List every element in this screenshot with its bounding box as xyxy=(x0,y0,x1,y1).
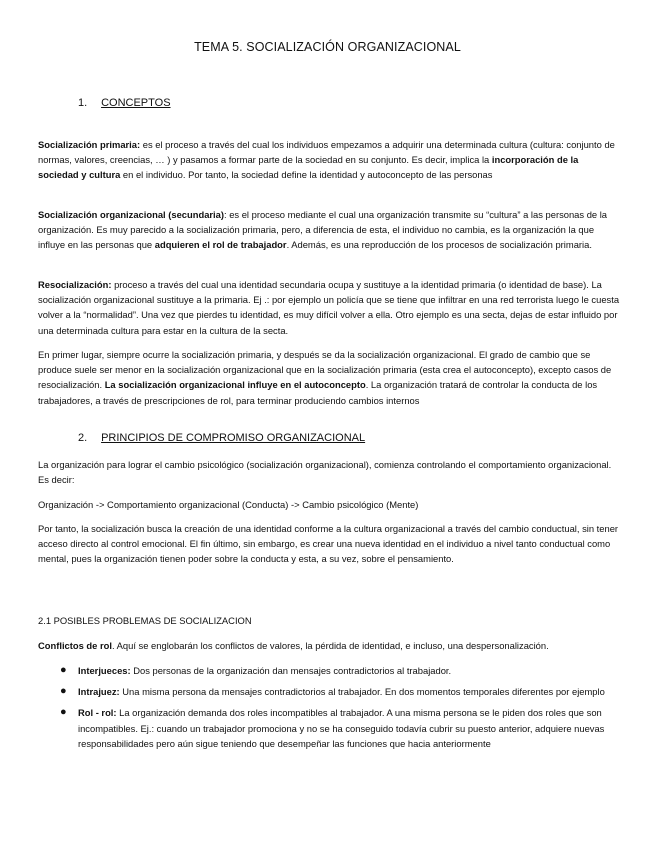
paragraph-socializacion-primaria xyxy=(38,137,620,183)
paragraph-primer-lugar xyxy=(38,347,620,408)
bullet-icon: ● xyxy=(60,685,67,698)
subsection-heading-problemas: 2.1 POSIBLES PROBLEMAS DE SOCIALIZACION xyxy=(38,615,252,626)
text: Dos personas de la organización dan mensajes contradictorios al trabajador. xyxy=(130,665,452,676)
document-title: TEMA 5. SOCIALIZACIÓN ORGANIZACIONAL xyxy=(194,40,461,54)
text: . Además, es una reproducción de los procesos de socialización primaria. xyxy=(286,239,592,251)
section-title: PRINCIPIOS DE COMPROMISO ORGANIZACIONAL xyxy=(101,432,366,444)
term: Rol - rol: xyxy=(78,707,117,719)
text: . La organización tratará de controlar la conducta de los trabajadores, a través de prescripciones de rol, para terminar produciendo cambios internos xyxy=(38,379,598,406)
section-number: 2. xyxy=(78,432,88,444)
term: Conflictos de rol xyxy=(38,640,112,651)
list-item xyxy=(38,705,620,751)
text: proceso a través del cual una identidad secundaria ocupa y sustituye a la identidad primaria (o identidad de base). La socialización organizacional sustituye a la primaria. Ej .: por ejemplo un policía que se tiene que infiltrar en una red terrorista luego le cuesta volver a la “normalidad”. Una vez que pierdes tu identidad, es muy difícil volver a ella. Otro ejemplo es una secta, dejas de estar influido por una determinada cultura para estar en la cultura de la secta. xyxy=(38,279,620,336)
section-title: CONCEPTOS xyxy=(101,97,171,109)
term: Interjueces: xyxy=(78,665,131,676)
term: Resocialización: xyxy=(38,279,112,290)
emphasis: incorporación de la sociedad y cultura xyxy=(38,154,579,181)
section-heading-conceptos xyxy=(78,97,171,109)
section-number: 1. xyxy=(78,97,88,109)
text: La organización demanda dos roles incompatibles al trabajador. A una misma persona se le piden dos roles que son incompatibles. Ej.: cuando un trabajador promociona y no se ha conseguido todavía cubrir su puesto anterior, adquiere nuevas responsabilidades pero aún sigue teniendo que desempeñar las funciones que hacia anteriormente xyxy=(78,707,605,749)
text: En primer lugar, siempre ocurre la socialización primaria, y después se da la socialización organizacional. El grado de cambio que se produce suele ser menor en la socialización organizacional que en la socialización primaria (esta crea el autoconcepto), excepto casos de resocialización. xyxy=(38,349,612,391)
text: en el individuo. Por tanto, la sociedad define la identidad y autoconcepto de las personas xyxy=(120,169,493,181)
paragraph-esquema: Organización -> Comportamiento organizacional (Conducta) -> Cambio psicológico (Mente) xyxy=(38,499,419,510)
emphasis: adquieren el rol de trabajador xyxy=(154,239,287,251)
list-item xyxy=(38,663,620,678)
term: Socialización primaria: xyxy=(38,139,141,150)
emphasis: La socialización organizacional influye en el autoconcepto xyxy=(104,379,366,391)
section-heading-principios xyxy=(78,432,365,444)
paragraph-socializacion-organizacional xyxy=(38,207,620,253)
bullet-icon: ● xyxy=(60,664,67,676)
paragraph-por-tanto: Por tanto, la socialización busca la creación de una identidad conforme a la cultura organizacional a través del cambio conductual, sin tener acceso directo al control emocional. El fin último, sin embargo, es crear una nueva identidad en el individuo a nivel tanto conductual como mental, pues la organización tienen poder sobre la conducta y esta, a su vez, sobre el pensamiento. xyxy=(38,523,619,565)
paragraph-cambio-psicologico: La organización para lograr el cambio psicológico (socialización organizacional), comienza controlando el comportamiento organizacional. Es decir: xyxy=(38,459,612,486)
term: Socialización organizacional xyxy=(38,209,166,220)
list-item xyxy=(38,684,620,699)
term: (secundaria) xyxy=(168,209,224,220)
text: Una misma persona da mensajes contradictorios al trabajador. En dos momentos temporales diferentes por ejemplo xyxy=(119,686,605,698)
bullet-icon: ● xyxy=(60,706,67,719)
text: es el proceso a través del cual los individuos empezamos a adquirir una determinada cultura (cultura: conjunto de normas, valores, creencias, … ) y pasamos a formar parte de la sociedad en su conjunto. Es decir, implica la xyxy=(38,139,615,166)
term: Intrajuez: xyxy=(78,686,120,698)
paragraph-conflictos-rol xyxy=(38,638,620,653)
text: . Aquí se englobarán los conflictos de valores, la pérdida de identidad, e incluso, una despersonalización. xyxy=(111,640,549,651)
text: : es el proceso mediante el cual una organización transmite su “cultura” a las personas de la organización. Es muy parecido a la socialización primaria, pero, a diferencia de esta, el individuo no cambia, es la organización la que influye en las personas que xyxy=(38,209,608,251)
paragraph-resocializacion xyxy=(38,277,620,338)
conflict-list xyxy=(38,663,620,757)
